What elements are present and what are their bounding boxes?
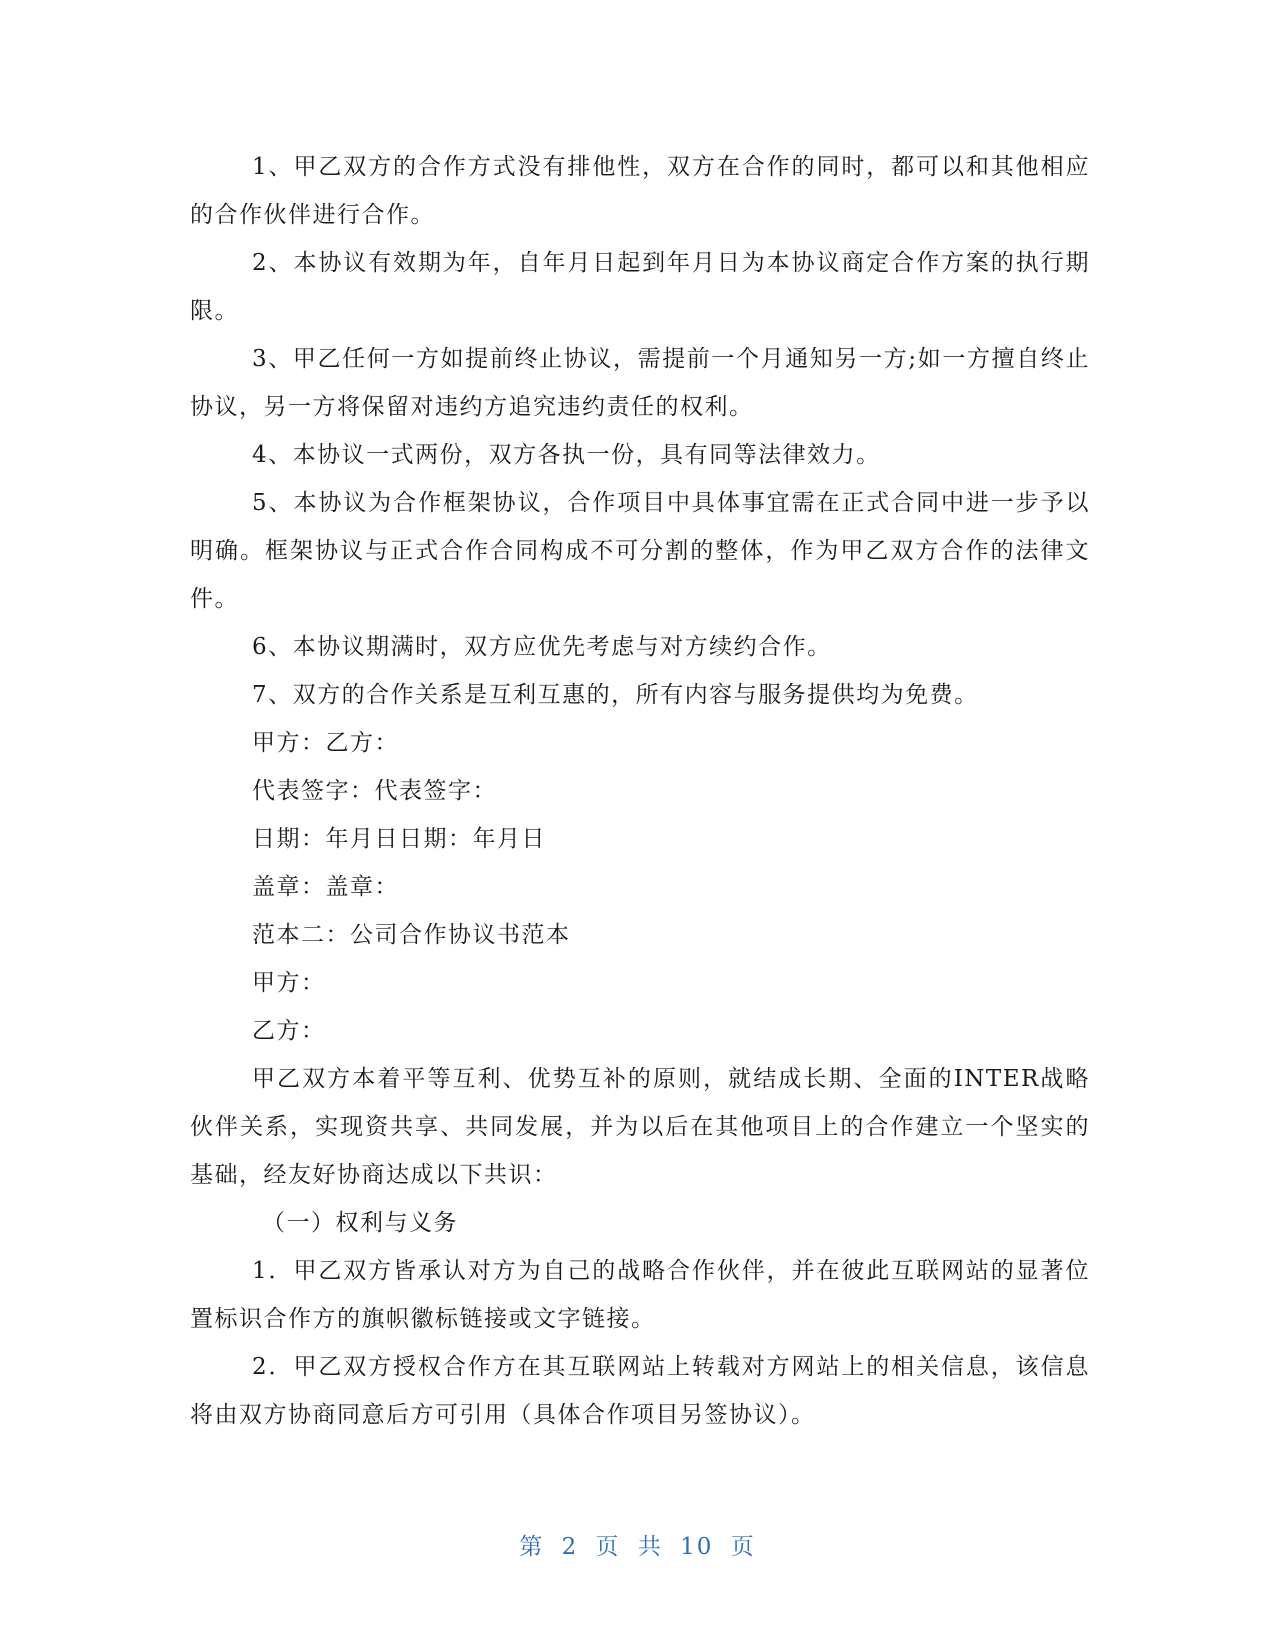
signature-representatives: 代表签字：代表签字： xyxy=(252,778,497,804)
party-b-line: 乙方： xyxy=(252,1018,326,1044)
page-total-prefix: 共 xyxy=(637,1534,663,1560)
page-total: 10 xyxy=(680,1534,714,1560)
page-label-mid: 页 xyxy=(595,1534,621,1560)
page-number-footer xyxy=(0,1528,1275,1561)
page-label-suffix: 页 xyxy=(730,1534,756,1560)
signature-parties: 甲方：乙方： xyxy=(252,730,399,756)
clause-2: 2、本协议有效期为年，自年月日起到年月日为本协议商定合作方案的执行期限。 xyxy=(190,250,1090,324)
clause-4: 4、本协议一式两份，双方各执一份，具有同等法律效力。 xyxy=(252,442,881,468)
page-current: 2 xyxy=(561,1534,579,1560)
section-heading-rights: （一）权利与义务 xyxy=(262,1210,458,1236)
clause-6: 6、本协议期满时，双方应优先考虑与对方续约合作。 xyxy=(252,634,832,660)
document-body xyxy=(190,143,1090,1439)
preamble-paragraph: 甲乙双方本着平等互利、优势互补的原则，就结成长期、全面的INTER战略伙伴关系，实现资共享、共同发展，并为以后在其他项目上的合作建立一个坚实的基础，经友好协商达成以下共识： xyxy=(190,1066,1090,1188)
clause-5: 5、本协议为合作框架协议，合作项目中具体事宜需在正式合同中进一步予以明确。框架协议与正式合作合同构成不可分割的整体，作为甲乙双方合作的法律文件。 xyxy=(190,490,1090,612)
page-label-prefix: 第 xyxy=(519,1534,545,1560)
clause-1: 1、甲乙双方的合作方式没有排他性，双方在合作的同时，都可以和其他相应的合作伙伴进行合作。 xyxy=(190,154,1090,228)
clause-7: 7、双方的合作关系是互利互惠的，所有内容与服务提供均为免费。 xyxy=(252,682,979,708)
template-two-heading: 范本二：公司合作协议书范本 xyxy=(252,922,571,948)
rights-item-1: 1．甲乙双方皆承认对方为自己的战略合作伙伴，并在彼此互联网站的显著位置标识合作方的旗帜徽标链接或文字链接。 xyxy=(190,1258,1090,1332)
party-a-line: 甲方： xyxy=(252,970,326,996)
rights-item-2: 2．甲乙双方授权合作方在其互联网站上转载对方网站上的相关信息，该信息将由双方协商同意后方可引用（具体合作项目另签协议）。 xyxy=(190,1354,1090,1428)
signature-dates: 日期：年月日日期：年月日 xyxy=(252,826,546,852)
signature-seals: 盖章：盖章： xyxy=(252,874,399,900)
clause-3: 3、甲乙任何一方如提前终止协议，需提前一个月通知另一方;如一方擅自终止协议，另一方将保留对违约方追究违约责任的权利。 xyxy=(190,346,1090,420)
